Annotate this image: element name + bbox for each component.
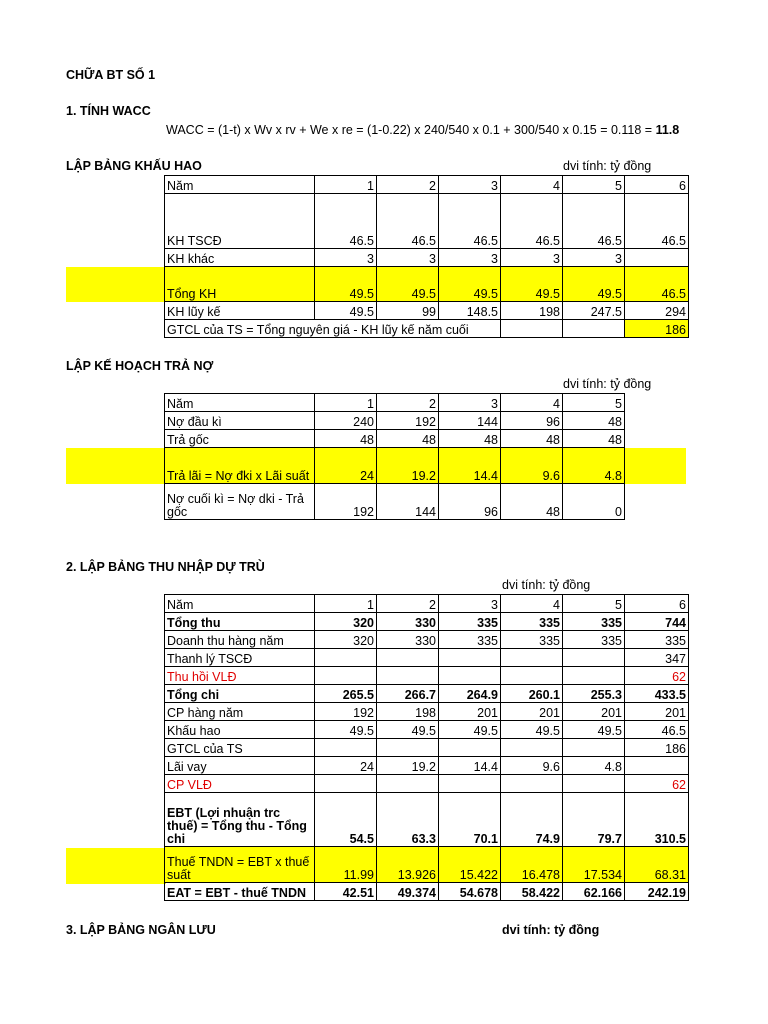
cell: 335 bbox=[439, 613, 501, 631]
thu-nhap-table bbox=[164, 594, 689, 901]
table-row bbox=[165, 883, 689, 901]
cell: 6 bbox=[625, 595, 689, 613]
cell: 16.478 bbox=[501, 847, 563, 883]
cell: 49.5 bbox=[377, 721, 439, 739]
table-row bbox=[165, 194, 689, 249]
cell-label: KH khác bbox=[165, 249, 315, 267]
highlight-band bbox=[66, 267, 166, 302]
table-row bbox=[165, 302, 689, 320]
cell: 74.9 bbox=[501, 793, 563, 847]
cell: 9.6 bbox=[501, 757, 563, 775]
wacc-result: 11.8 bbox=[655, 123, 680, 137]
cell bbox=[315, 775, 377, 793]
cell: 46.5 bbox=[625, 194, 689, 249]
cell bbox=[315, 649, 377, 667]
cell: 48 bbox=[563, 430, 625, 448]
cell: 260.1 bbox=[501, 685, 563, 703]
cell: 19.2 bbox=[377, 757, 439, 775]
cell: 49.5 bbox=[315, 267, 377, 302]
table-row bbox=[165, 249, 689, 267]
cell-label: Thuế TNDN = EBT x thuế suất bbox=[165, 847, 315, 883]
table-row bbox=[165, 703, 689, 721]
cell: 49.5 bbox=[315, 721, 377, 739]
cell: 198 bbox=[377, 703, 439, 721]
cell: 198 bbox=[501, 302, 563, 320]
table-row bbox=[165, 721, 689, 739]
cell: 62.166 bbox=[563, 883, 625, 901]
cell: 48 bbox=[501, 484, 563, 520]
cell: 5 bbox=[563, 595, 625, 613]
cell: 240 bbox=[315, 412, 377, 430]
cell: 96 bbox=[501, 412, 563, 430]
cell: 433.5 bbox=[625, 685, 689, 703]
table-row bbox=[165, 667, 689, 685]
cell: 3 bbox=[439, 176, 501, 194]
cell: 49.5 bbox=[377, 267, 439, 302]
cell-label: Nợ đầu kì bbox=[165, 412, 315, 430]
cell: 335 bbox=[501, 613, 563, 631]
cell: 1 bbox=[315, 595, 377, 613]
cell: 320 bbox=[315, 613, 377, 631]
cell: 144 bbox=[377, 484, 439, 520]
cell: 247.5 bbox=[563, 302, 625, 320]
cell-label: KH TSCĐ bbox=[165, 194, 315, 249]
cell-label: Năm bbox=[165, 394, 315, 412]
cell-label: GTCL của TS = Tổng nguyên giá - KH lũy kế năm cuối bbox=[165, 320, 501, 338]
cell-label: Tổng KH bbox=[165, 267, 315, 302]
cell-label: Năm bbox=[165, 595, 315, 613]
cell: 201 bbox=[439, 703, 501, 721]
cell: 330 bbox=[377, 631, 439, 649]
table-row bbox=[165, 613, 689, 631]
cell: 3 bbox=[563, 249, 625, 267]
cell-label: Khấu hao bbox=[165, 721, 315, 739]
table-row bbox=[165, 775, 689, 793]
cell: 347 bbox=[625, 649, 689, 667]
cell: 744 bbox=[625, 613, 689, 631]
tra-no-table bbox=[164, 393, 625, 520]
cell: 49.5 bbox=[439, 267, 501, 302]
cell: 186 bbox=[625, 739, 689, 757]
document-title: CHỮA BT SỐ 1 bbox=[66, 68, 156, 82]
thu-nhap-heading: 2. LẬP BẢNG THU NHẬP DỰ TRÙ bbox=[66, 560, 265, 574]
cell-label: Trả gốc bbox=[165, 430, 315, 448]
ngan-luu-unit: dvi tính: tỷ đồng bbox=[502, 923, 600, 937]
cell: 99 bbox=[377, 302, 439, 320]
cell: 3 bbox=[377, 249, 439, 267]
cell: 42.51 bbox=[315, 883, 377, 901]
cell: 3 bbox=[439, 394, 501, 412]
cell bbox=[625, 249, 689, 267]
cell: 46.5 bbox=[625, 267, 689, 302]
cell: 4 bbox=[501, 176, 563, 194]
cell: 79.7 bbox=[563, 793, 625, 847]
table-row bbox=[165, 267, 689, 302]
cell: 2 bbox=[377, 176, 439, 194]
cell-label: Năm bbox=[165, 176, 315, 194]
cell: 48 bbox=[377, 430, 439, 448]
table-row bbox=[165, 412, 625, 430]
cell: 15.422 bbox=[439, 847, 501, 883]
khau-hao-table bbox=[164, 175, 689, 338]
cell bbox=[501, 667, 563, 685]
cell: 186 bbox=[625, 320, 689, 338]
cell: 310.5 bbox=[625, 793, 689, 847]
cell: 54.5 bbox=[315, 793, 377, 847]
cell: 46.5 bbox=[439, 194, 501, 249]
cell: 264.9 bbox=[439, 685, 501, 703]
cell: 46.5 bbox=[563, 194, 625, 249]
cell: 255.3 bbox=[563, 685, 625, 703]
cell-label: Doanh thu hàng năm bbox=[165, 631, 315, 649]
cell-label: KH lũy kế bbox=[165, 302, 315, 320]
cell bbox=[625, 757, 689, 775]
khau-hao-unit: dvi tính: tỷ đồng bbox=[563, 159, 652, 173]
cell: 46.5 bbox=[501, 194, 563, 249]
cell bbox=[377, 649, 439, 667]
cell: 4.8 bbox=[563, 448, 625, 484]
table-row bbox=[165, 631, 689, 649]
cell: 49.5 bbox=[315, 302, 377, 320]
cell bbox=[377, 775, 439, 793]
cell: 335 bbox=[625, 631, 689, 649]
table-row bbox=[165, 595, 689, 613]
cell: 49.5 bbox=[563, 267, 625, 302]
cell: 242.19 bbox=[625, 883, 689, 901]
cell: 70.1 bbox=[439, 793, 501, 847]
cell: 49.5 bbox=[563, 721, 625, 739]
cell: 48 bbox=[315, 430, 377, 448]
cell bbox=[563, 775, 625, 793]
cell bbox=[563, 649, 625, 667]
cell: 68.31 bbox=[625, 847, 689, 883]
cell bbox=[377, 667, 439, 685]
thu-nhap-unit: dvi tính: tỷ đồng bbox=[502, 578, 591, 592]
wacc-formula bbox=[166, 123, 679, 137]
cell: 1 bbox=[315, 394, 377, 412]
cell bbox=[501, 775, 563, 793]
cell: 54.678 bbox=[439, 883, 501, 901]
cell bbox=[563, 667, 625, 685]
cell bbox=[439, 775, 501, 793]
cell: 201 bbox=[563, 703, 625, 721]
table-row bbox=[165, 430, 625, 448]
cell: 48 bbox=[501, 430, 563, 448]
cell: 192 bbox=[315, 484, 377, 520]
cell: 1 bbox=[315, 176, 377, 194]
cell: 62 bbox=[625, 775, 689, 793]
cell bbox=[377, 739, 439, 757]
cell: 49.5 bbox=[501, 267, 563, 302]
cell: 24 bbox=[315, 448, 377, 484]
cell-label: CP VLĐ bbox=[165, 775, 315, 793]
cell: 294 bbox=[625, 302, 689, 320]
cell bbox=[439, 649, 501, 667]
cell bbox=[439, 667, 501, 685]
cell bbox=[501, 320, 563, 338]
cell-label: Nợ cuối kì = Nợ dki - Trả gốc bbox=[165, 484, 315, 520]
cell: 17.534 bbox=[563, 847, 625, 883]
cell: 49.374 bbox=[377, 883, 439, 901]
cell: 63.3 bbox=[377, 793, 439, 847]
table-row bbox=[165, 649, 689, 667]
table-row bbox=[165, 793, 689, 847]
table-row bbox=[165, 394, 625, 412]
tra-no-unit: dvi tính: tỷ đồng bbox=[563, 377, 652, 391]
cell: 335 bbox=[501, 631, 563, 649]
cell: 49.5 bbox=[501, 721, 563, 739]
cell: 2 bbox=[377, 394, 439, 412]
wacc-formula-text: WACC = (1-t) x Wv x rv + We x re = (1-0.22) x 240/540 x 0.1 + 300/540 x 0.15 = 0.118 = bbox=[166, 123, 653, 137]
cell: 265.5 bbox=[315, 685, 377, 703]
cell-label: CP hàng năm bbox=[165, 703, 315, 721]
cell-label: Lãi vay bbox=[165, 757, 315, 775]
table-row bbox=[165, 757, 689, 775]
cell: 266.7 bbox=[377, 685, 439, 703]
cell bbox=[563, 320, 625, 338]
cell: 9.6 bbox=[501, 448, 563, 484]
cell: 13.926 bbox=[377, 847, 439, 883]
cell: 48 bbox=[439, 430, 501, 448]
cell: 48 bbox=[563, 412, 625, 430]
cell: 192 bbox=[377, 412, 439, 430]
cell: 46.5 bbox=[625, 721, 689, 739]
cell-label: Trả lãi = Nợ đki x Lãi suất bbox=[165, 448, 315, 484]
cell: 3 bbox=[315, 249, 377, 267]
cell: 0 bbox=[563, 484, 625, 520]
cell: 148.5 bbox=[439, 302, 501, 320]
cell: 62 bbox=[625, 667, 689, 685]
cell: 4 bbox=[501, 595, 563, 613]
cell-label: Tổng thu bbox=[165, 613, 315, 631]
cell: 6 bbox=[625, 176, 689, 194]
cell: 144 bbox=[439, 412, 501, 430]
cell bbox=[315, 739, 377, 757]
cell bbox=[501, 649, 563, 667]
cell: 3 bbox=[501, 249, 563, 267]
table-row bbox=[165, 739, 689, 757]
cell-label: Thanh lý TSCĐ bbox=[165, 649, 315, 667]
cell-label: Thu hồi VLĐ bbox=[165, 667, 315, 685]
cell: 19.2 bbox=[377, 448, 439, 484]
cell bbox=[563, 739, 625, 757]
cell: 335 bbox=[563, 631, 625, 649]
cell: 4.8 bbox=[563, 757, 625, 775]
cell: 46.5 bbox=[377, 194, 439, 249]
table-row bbox=[165, 176, 689, 194]
cell: 14.4 bbox=[439, 757, 501, 775]
cell: 24 bbox=[315, 757, 377, 775]
table-row bbox=[165, 847, 689, 883]
highlight-band bbox=[66, 848, 166, 884]
table-row bbox=[165, 448, 625, 484]
cell: 201 bbox=[625, 703, 689, 721]
cell bbox=[315, 667, 377, 685]
cell: 49.5 bbox=[439, 721, 501, 739]
khau-hao-heading: LẬP BẢNG KHẤU HAO bbox=[66, 159, 202, 173]
cell: 5 bbox=[563, 176, 625, 194]
wacc-heading: 1. TÍNH WACC bbox=[66, 104, 151, 118]
cell: 320 bbox=[315, 631, 377, 649]
cell-label: Tổng chi bbox=[165, 685, 315, 703]
ngan-luu-heading: 3. LẬP BẢNG NGÂN LƯU bbox=[66, 923, 216, 937]
cell: 335 bbox=[439, 631, 501, 649]
cell: 2 bbox=[377, 595, 439, 613]
cell: 201 bbox=[501, 703, 563, 721]
cell bbox=[501, 739, 563, 757]
tra-no-heading: LẬP KẾ HOẠCH TRẢ NỢ bbox=[66, 359, 214, 373]
cell: 3 bbox=[439, 249, 501, 267]
cell: 192 bbox=[315, 703, 377, 721]
cell: 4 bbox=[501, 394, 563, 412]
cell: 46.5 bbox=[315, 194, 377, 249]
cell: 335 bbox=[563, 613, 625, 631]
cell-label: EAT = EBT - thuế TNDN bbox=[165, 883, 315, 901]
table-row bbox=[165, 484, 625, 520]
cell: 5 bbox=[563, 394, 625, 412]
table-row bbox=[165, 685, 689, 703]
cell: 3 bbox=[439, 595, 501, 613]
cell: 330 bbox=[377, 613, 439, 631]
cell: 11.99 bbox=[315, 847, 377, 883]
cell bbox=[439, 739, 501, 757]
cell: 58.422 bbox=[501, 883, 563, 901]
cell-label: EBT (Lợi nhuận trc thuế) = Tổng thu - Tổng chi bbox=[165, 793, 315, 847]
table-row bbox=[165, 320, 689, 338]
cell: 96 bbox=[439, 484, 501, 520]
cell: 14.4 bbox=[439, 448, 501, 484]
cell-label: GTCL của TS bbox=[165, 739, 315, 757]
